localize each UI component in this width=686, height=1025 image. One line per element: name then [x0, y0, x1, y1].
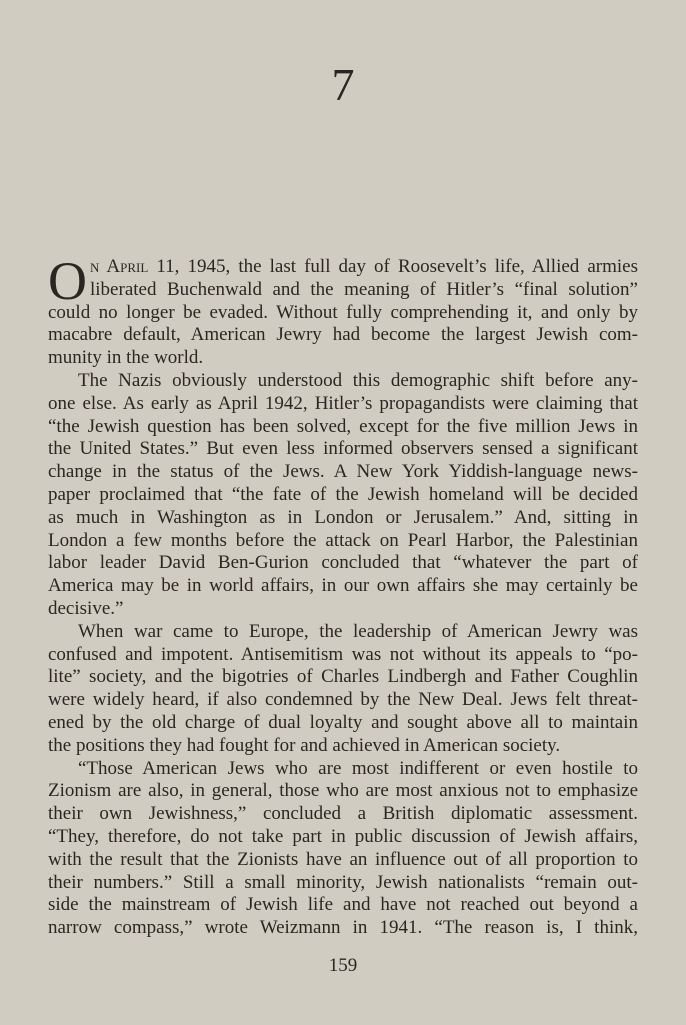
- text-line: “the Jewish question has been solved, except for the five million Jews in: [48, 415, 638, 437]
- text-line: “Those American Jews who are most indifferent or even hostile to: [78, 757, 638, 779]
- text-line: When war came to Europe, the leadership of American Jewry was: [78, 620, 638, 642]
- text-line: The Nazis obviously understood this demographic shift before any-: [78, 369, 638, 391]
- text-line: confused and impotent. Antisemitism was not without its appeals to “po-: [48, 643, 638, 665]
- body-text: [48, 251, 639, 940]
- lead-in: n April 11, 1945,: [90, 256, 231, 277]
- text-line: “They, therefore, do not take part in public discussion of Jewish affairs,: [48, 825, 638, 847]
- text-line: one else. As early as April 1942, Hitler’s propagandists were claiming that: [48, 392, 638, 414]
- text-line: side the mainstream of Jewish life and have not reached out beyond a: [48, 894, 638, 916]
- text-line: their numbers.” Still a small minority, Jewish nationalists “remain out-: [48, 871, 638, 893]
- text-line: Zionism are also, in general, those who are most anxious not to emphasize: [48, 780, 638, 802]
- text-line: London a few months before the attack on Pearl Harbor, the Palestinian: [48, 529, 638, 551]
- text-line: lite” society, and the bigotries of Charles Lindbergh and Father Coughlin: [48, 666, 638, 688]
- text-line: ened by the old charge of dual loyalty and sought above all to maintain: [48, 711, 638, 733]
- text-line: as much in Washington as in London or Jerusalem.” And, sitting in: [48, 506, 638, 528]
- text-line: America may be in world affairs, in our own affairs she may certainly be: [48, 575, 638, 597]
- text-line: liberated Buchenwald and the meaning of Hitler’s “final solution”: [90, 278, 638, 300]
- text-line: with the result that the Zionists have an influence out of all proportion to: [48, 848, 638, 870]
- text-line: labor leader David Ben-Gurion concluded that “whatever the part of: [48, 552, 638, 574]
- text-line: the positions they had fought for and achieved in American society.: [48, 734, 561, 756]
- text-line: macabre default, American Jewry had become the largest Jewish com-: [48, 324, 638, 346]
- text-line: could no longer be evaded. Without fully comprehending it, and only by: [48, 301, 638, 323]
- text-line: paper proclaimed that “the fate of the Jewish homeland will be decided: [48, 483, 638, 505]
- text-line: decisive.”: [48, 597, 124, 619]
- text-line: the United States.” But even less informed observers sensed a significant: [48, 438, 638, 460]
- chapter-number: 7: [331, 59, 355, 110]
- text-line: change in the status of the Jews. A New York Yiddish-language news-: [48, 461, 638, 483]
- drop-cap: O: [48, 251, 87, 311]
- text-line: were widely heard, if also condemned by the New Deal. Jews felt threat-: [48, 689, 638, 711]
- text-line: munity in the world.: [48, 347, 204, 369]
- text-line: their own Jewishness,” concluded a British diplomatic assessment.: [48, 803, 638, 825]
- text-line: n April 11, 1945, the last full day of Roosevelt’s life, Allied armies: [90, 256, 639, 277]
- page-number: 159: [328, 955, 358, 976]
- text-line: narrow compass,” wrote Weizmann in 1941. “The reason is, I think,: [48, 917, 638, 939]
